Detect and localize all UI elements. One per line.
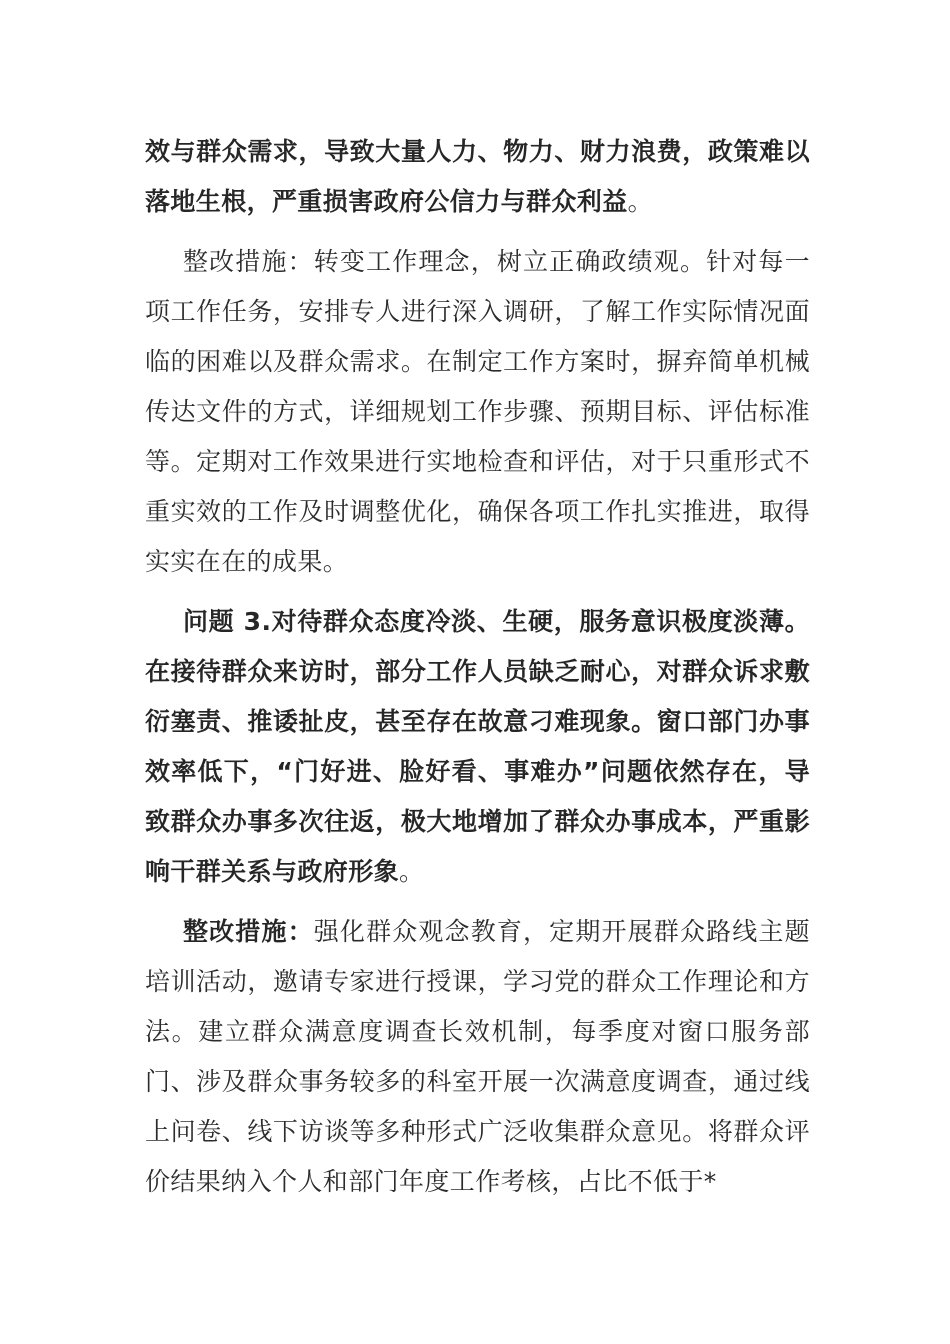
paragraph-1-plain: 。 xyxy=(627,187,654,216)
document-body xyxy=(145,127,810,1217)
paragraph-2 xyxy=(145,237,810,587)
paragraph-2-plain: 整改措施：转变工作理念，树立正确政绩观。针对每一项工作任务，安排专人进行深入调研，了解工作实际情况面临的困难以及群众需求。在制定工作方案时，摒弃简单机械传达文件的方式，详细规划工作步骤、预期目标、评估标准等。定期对工作效果进行实地检查和评估，对于只重形式不重实效的工作及时调整优化，确保各项工作扎实推进，取得实实在在的成果。 xyxy=(145,247,810,576)
paragraph-3-plain: 。 xyxy=(399,857,425,886)
paragraph-3 xyxy=(145,597,810,897)
paragraph-4-bold: 整改措施： xyxy=(183,917,314,946)
paragraph-1-bold: 效与群众需求，导致大量人力、物力、财力浪费，政策难以落地生根，严重损害政府公信力与群众利益 xyxy=(145,137,810,216)
paragraph-4-plain: 强化群众观念教育，定期开展群众路线主题培训活动，邀请专家进行授课，学习党的群众工作理论和方法。建立群众满意度调查长效机制，每季度对窗口服务部门、涉及群众事务较多的科室开展一次满意度调查，通过线上问卷、线下访谈等多种形式广泛收集群众意见。将群众评价结果纳入个人和部门年度工作考核，占比不低于* xyxy=(145,917,810,1196)
paragraph-3-bold: 问题 3.对待群众态度冷淡、生硬，服务意识极度淡薄。在接待群众来访时，部分工作人员缺乏耐心，对群众诉求敷衍塞责、推诿扯皮，甚至存在故意刁难现象。窗口部门办事效率低下，“门好进、脸好看、事难办”问题依然存在，导致群众办事多次往返，极大地增加了群众办事成本，严重影响干群关系与政府形象 xyxy=(145,607,810,886)
paragraph-1 xyxy=(145,127,810,227)
paragraph-4 xyxy=(145,907,810,1207)
